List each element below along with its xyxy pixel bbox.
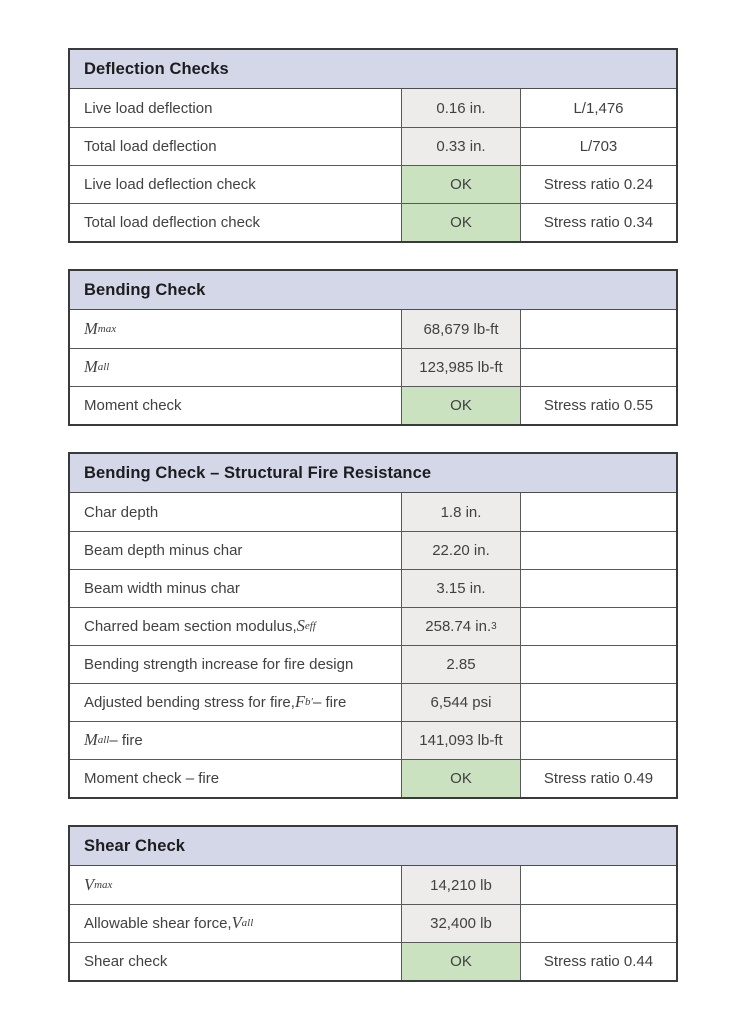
row-label-cell [70, 646, 401, 683]
row-note-cell [521, 608, 676, 645]
row-note-cell [521, 310, 676, 348]
row-note-cell [521, 866, 676, 904]
table-row [70, 645, 676, 683]
value-text: 0.16 in. [436, 99, 486, 117]
row-note-cell [521, 570, 676, 607]
label-text: Moment check [84, 397, 182, 414]
math-symbol: S [296, 616, 305, 636]
value-text: OK [450, 770, 472, 787]
row-note-cell: Stress ratio 0.49 [543, 770, 654, 787]
row-label-cell [70, 493, 401, 531]
math-subscript: all [97, 361, 110, 373]
value-text: 68,679 lb-ft [423, 320, 499, 338]
math-subscript: all [241, 917, 254, 929]
row-value-cell [401, 722, 521, 759]
row-label-cell [70, 866, 401, 904]
value-text: 141,093 lb-ft [419, 732, 503, 749]
table-row [70, 310, 676, 348]
row-note-cell: Stress ratio 0.34 [543, 214, 654, 231]
row-label-cell [70, 128, 401, 165]
row-note-cell: Stress ratio 0.44 [543, 953, 654, 970]
row-label-cell [70, 89, 401, 127]
row-note-cell: Stress ratio 0.24 [543, 176, 654, 193]
row-value-cell [401, 532, 521, 569]
label-text: Char depth [84, 503, 159, 521]
row-label-cell [70, 166, 401, 203]
value-text: 14,210 lb [430, 876, 492, 894]
table-row [70, 348, 676, 386]
value-text: 2.85 [446, 656, 476, 673]
row-note-cell [521, 646, 676, 683]
row-label-cell [70, 722, 401, 759]
label-text: Total load deflection check [84, 214, 260, 231]
value-text: 1.8 in. [440, 503, 482, 521]
row-value-cell [401, 310, 521, 348]
math-subscript: all [97, 734, 110, 746]
row-note-cell: L/1,476 [573, 99, 624, 117]
row-label-cell [70, 684, 401, 721]
row-label-cell [70, 760, 401, 797]
label-text: Live load deflection check [84, 176, 256, 193]
row-label-cell [70, 608, 401, 645]
row-value-cell [401, 684, 521, 721]
row-label-cell [70, 387, 401, 424]
table-row [70, 721, 676, 759]
table-row [70, 683, 676, 721]
label-text: Total load deflection [84, 138, 217, 155]
value-text: 0.33 in. [436, 138, 486, 155]
math-subscript: max [97, 322, 117, 335]
table-row [70, 127, 676, 165]
label-text: Shear check [84, 953, 168, 970]
value-text: 32,400 lb [430, 915, 492, 932]
row-value-cell [401, 905, 521, 942]
row-label-cell [70, 310, 401, 348]
value-text: 6,544 psi [430, 694, 492, 711]
table-row [70, 165, 676, 203]
value-text: 258.74 in. [425, 618, 492, 635]
table-title: Shear Check [70, 827, 676, 866]
table-row [70, 89, 676, 127]
row-value-cell [401, 89, 521, 127]
table-title: Deflection Checks [70, 50, 676, 89]
table-row [70, 607, 676, 645]
value-text: 22.20 in. [432, 542, 490, 559]
status-ok-cell [401, 166, 521, 203]
row-label-cell [70, 204, 401, 241]
value-text: OK [450, 214, 472, 231]
table-title: Bending Check [70, 271, 676, 310]
row-value-cell [401, 646, 521, 683]
table-row [70, 493, 676, 531]
math-subscript: b′ [305, 696, 313, 708]
status-ok-cell [401, 943, 521, 980]
math-symbol: V [84, 874, 95, 894]
table-row [70, 866, 676, 904]
row-value-cell [401, 570, 521, 607]
value-text: 123,985 lb-ft [419, 359, 503, 376]
math-symbol: M [84, 357, 98, 377]
row-label-cell [70, 905, 401, 942]
status-ok-cell [401, 387, 521, 424]
value-superscript: 3 [491, 620, 497, 632]
table-row [70, 386, 676, 424]
label-text: Allowable shear force, [84, 915, 232, 932]
row-note-cell [521, 684, 676, 721]
table-title: Bending Check – Structural Fire Resistance [70, 454, 676, 493]
deflection-checks-table [68, 48, 678, 243]
math-symbol: V [231, 913, 242, 933]
row-note-cell [521, 722, 676, 759]
row-label-cell [70, 532, 401, 569]
table-row [70, 531, 676, 569]
bending-check-table [68, 269, 678, 426]
table-row [70, 904, 676, 942]
row-note-cell: Stress ratio 0.55 [543, 397, 654, 414]
row-label-cell [70, 570, 401, 607]
row-value-cell [401, 493, 521, 531]
row-value-cell [401, 608, 521, 645]
value-text: OK [450, 953, 472, 970]
label-text: Beam width minus char [84, 580, 240, 597]
bending-check-fire-table [68, 452, 678, 799]
math-symbol: M [84, 730, 98, 750]
value-text: OK [450, 176, 472, 193]
label-text: Beam depth minus char [84, 542, 243, 559]
label-suffix: – fire [109, 732, 143, 749]
math-subscript: max [94, 878, 113, 891]
row-note-cell [521, 349, 676, 386]
value-text: 3.15 in. [436, 580, 486, 597]
shear-check-table [68, 825, 678, 982]
value-text: OK [450, 397, 472, 414]
row-value-cell [401, 866, 521, 904]
row-value-cell [401, 128, 521, 165]
label-text: Adjusted bending stress for fire, [84, 694, 295, 711]
label-text: Moment check – fire [84, 770, 220, 787]
row-value-cell [401, 349, 521, 386]
math-symbol: M [84, 318, 98, 338]
row-note-cell [521, 532, 676, 569]
math-subscript: eff [304, 620, 316, 632]
table-row [70, 569, 676, 607]
label-suffix: – fire [312, 694, 347, 711]
row-label-cell [70, 943, 401, 980]
table-row [70, 203, 676, 241]
label-text: Live load deflection [84, 99, 213, 117]
row-note-cell: L/703 [579, 138, 618, 155]
table-row [70, 759, 676, 797]
status-ok-cell [401, 760, 521, 797]
row-note-cell [521, 905, 676, 942]
row-label-cell [70, 349, 401, 386]
table-row [70, 942, 676, 980]
status-ok-cell [401, 204, 521, 241]
row-note-cell [521, 493, 676, 531]
label-text: Bending strength increase for fire design [84, 656, 354, 673]
label-text: Charred beam section modulus, [84, 618, 297, 635]
math-symbol: F [294, 692, 306, 712]
